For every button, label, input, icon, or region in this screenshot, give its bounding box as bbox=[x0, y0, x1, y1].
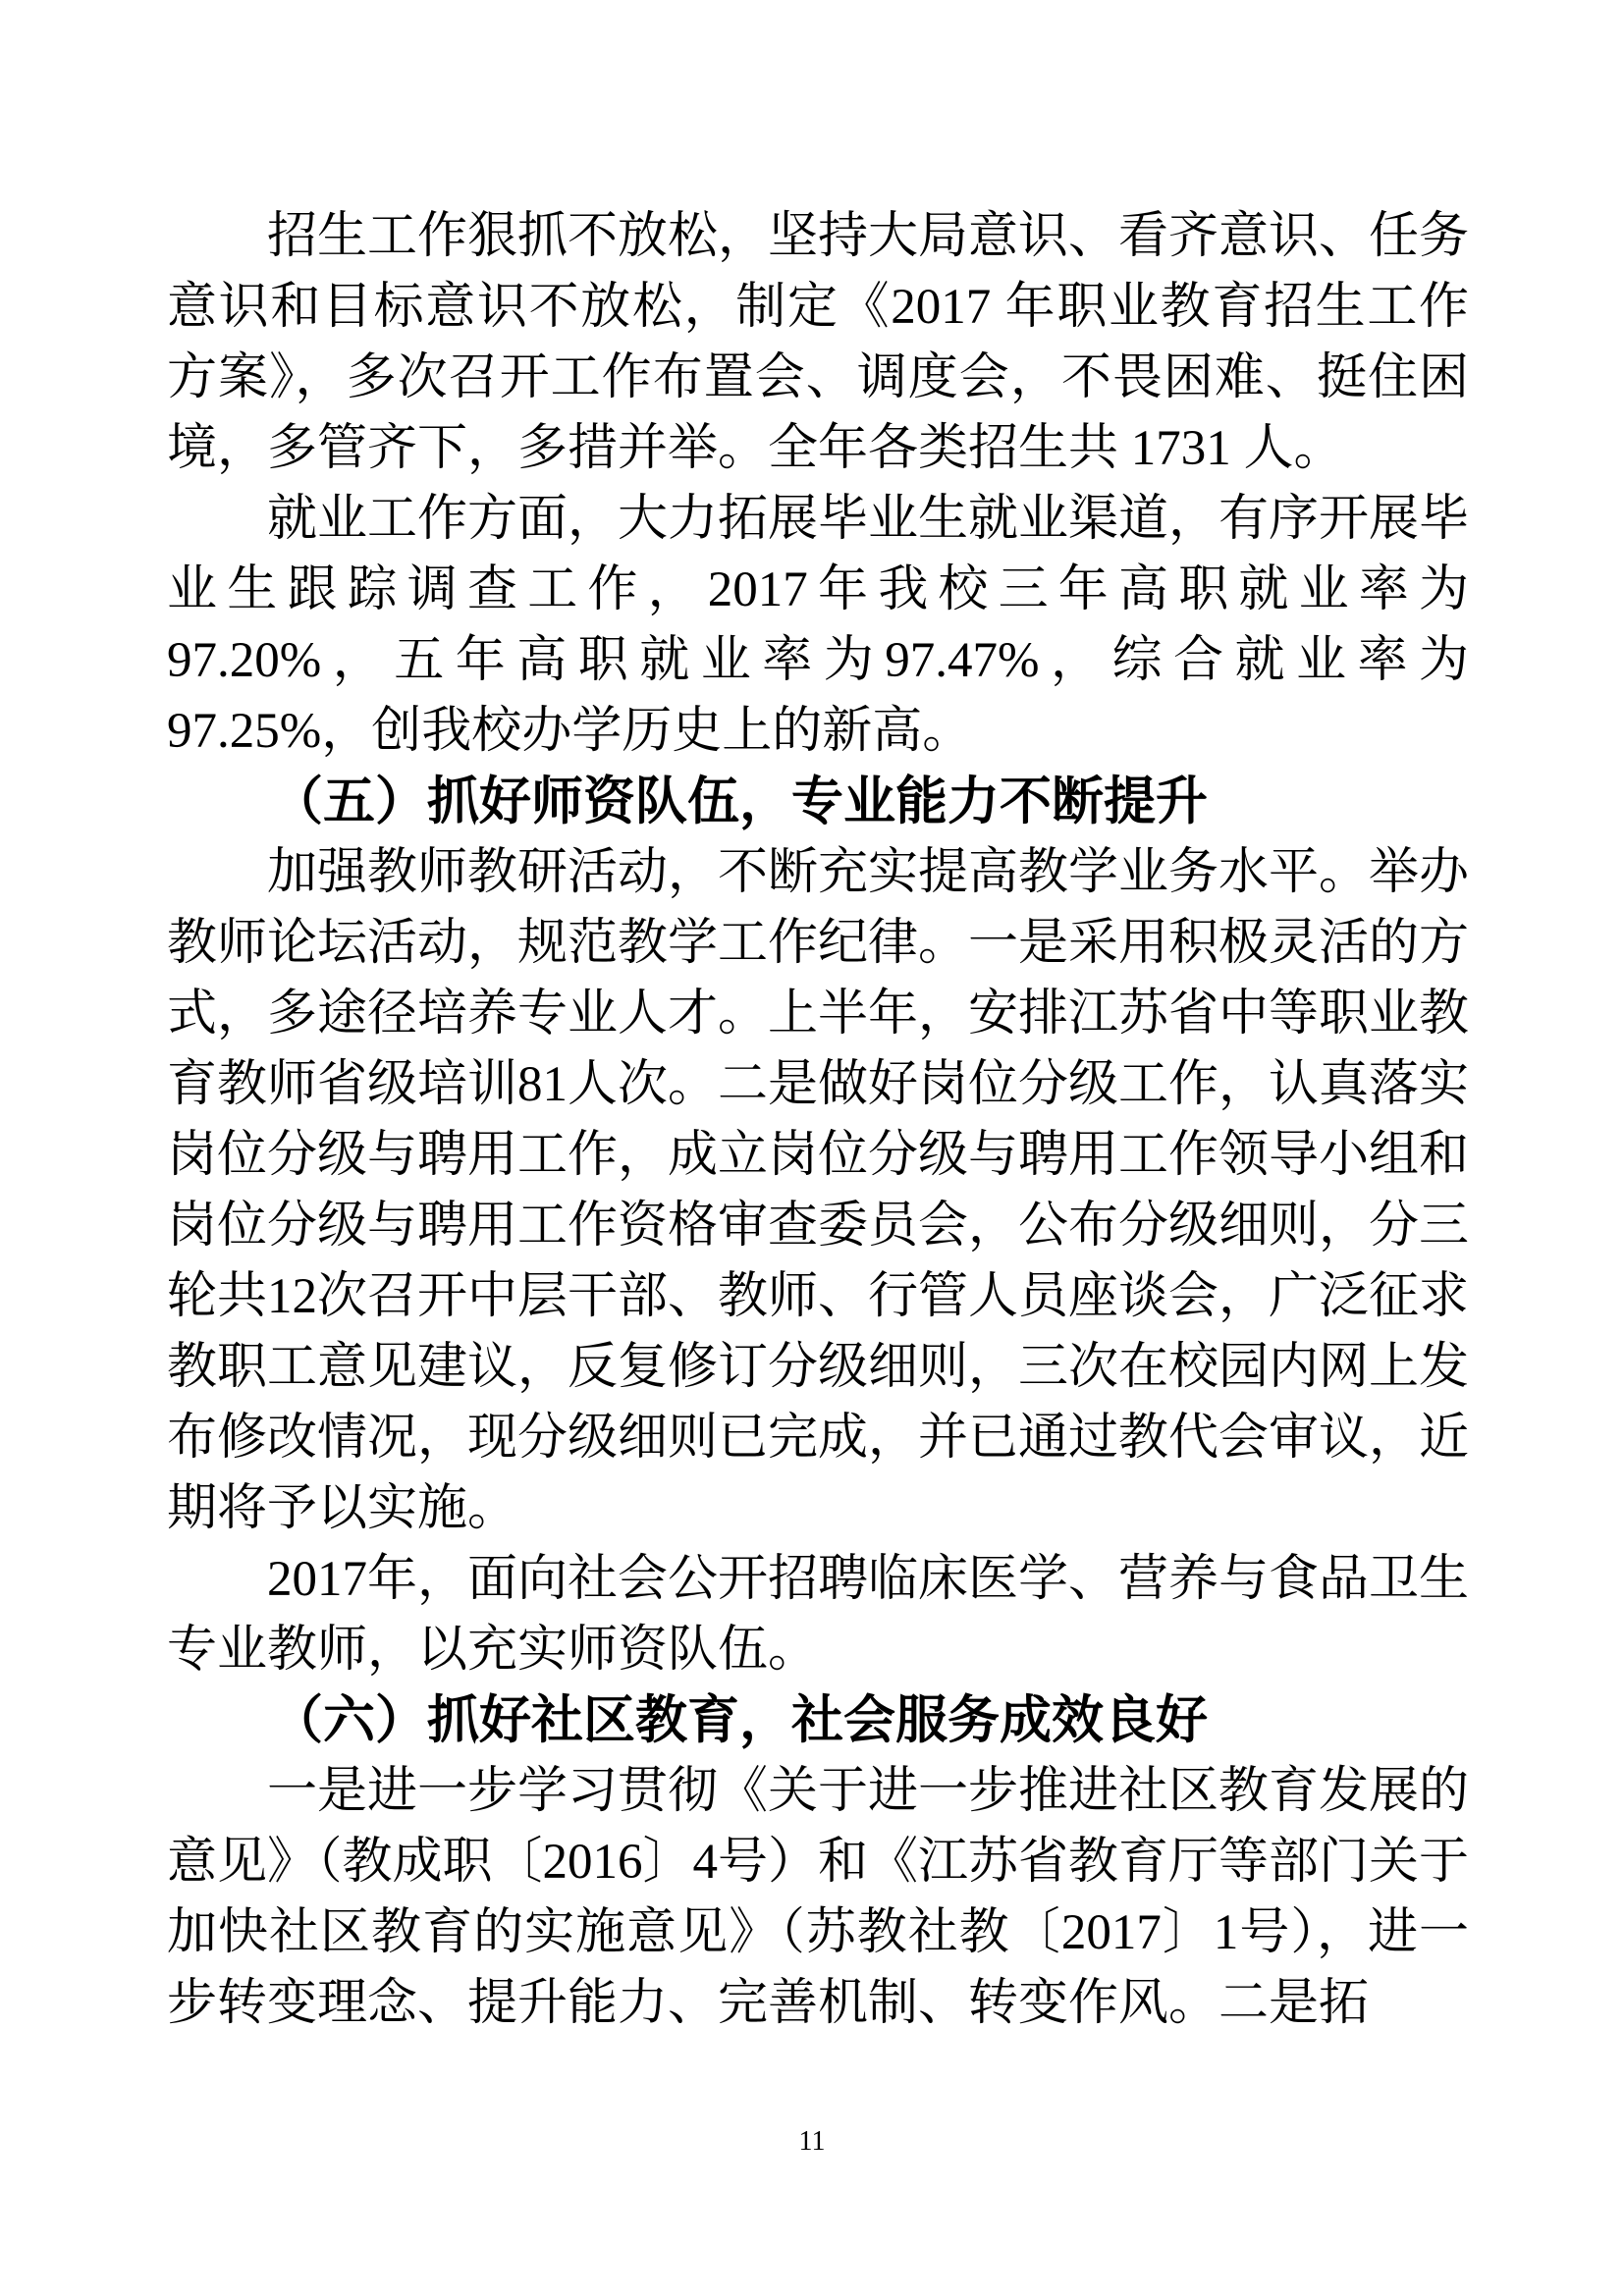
paragraph-teacher-recruitment: 2017年，面向社会公开招聘临床医学、营养与食品卫生专业教师，以充实师资队伍。 bbox=[167, 1552, 1470, 1678]
paragraph-enrollment-work: 招生工作狠抓不放松，坚持大局意识、看齐意识、任务意识和目标意识不放松，制定《2017 年职业教育招生工作方案》，多次召开工作布置会、调度会，不畏困难、挺住困境，多管齐下，多措并举。全年各类招生共 1731 人。 bbox=[167, 209, 1470, 476]
heading-section-5: （五）抓好师资队伍，专业能力不断提升 bbox=[271, 773, 1208, 830]
paragraph-teacher-development: 加强教师教研活动，不断充实提高教学业务水平。举办教师论坛活动，规范教学工作纪律。一是采用积极灵活的方式，多途径培养专业人才。上半年，安排江苏省中等职业教育教师省级培训81人次。二是做好岗位分级工作，认真落实岗位分级与聘用工作，成立岗位分级与聘用工作领导小组和岗位分级与聘用工作资格审查委员会，公布分级细则，分三轮共12次召开中层干部、教师、行管人员座谈会，广泛征求教职工意见建议，反复修订分级细则，三次在校园内网上发布修改情况，现分级细则已完成，并已通过教代会审议，近期将予以实施。 bbox=[167, 845, 1470, 1536]
paragraph-community-education: 一是进一步学习贯彻《关于进一步推进社区教育发展的意见》（教成职〔2016〕4号）和《江苏省教育厅等部门关于加快社区教育的实施意见》（苏教社教〔2017〕1号），进一步转变理念、提升能力、完善机制、转变作风。二是拓 bbox=[167, 1764, 1470, 2031]
page-number: 11 bbox=[798, 2126, 826, 2157]
heading-section-6: （六）抓好社区教育，社会服务成效良好 bbox=[271, 1691, 1208, 1749]
page-content bbox=[167, 201, 1469, 2039]
paragraph-employment-work: 就业工作方面，大力拓展毕业生就业渠道，有序开展毕业生跟踪调查工作，2017年我校三年高职就业率为97.20%，五年高职就业率为97.47%，综合就业率为97.25%，创我校办学历史上的新高。 bbox=[167, 492, 1470, 759]
